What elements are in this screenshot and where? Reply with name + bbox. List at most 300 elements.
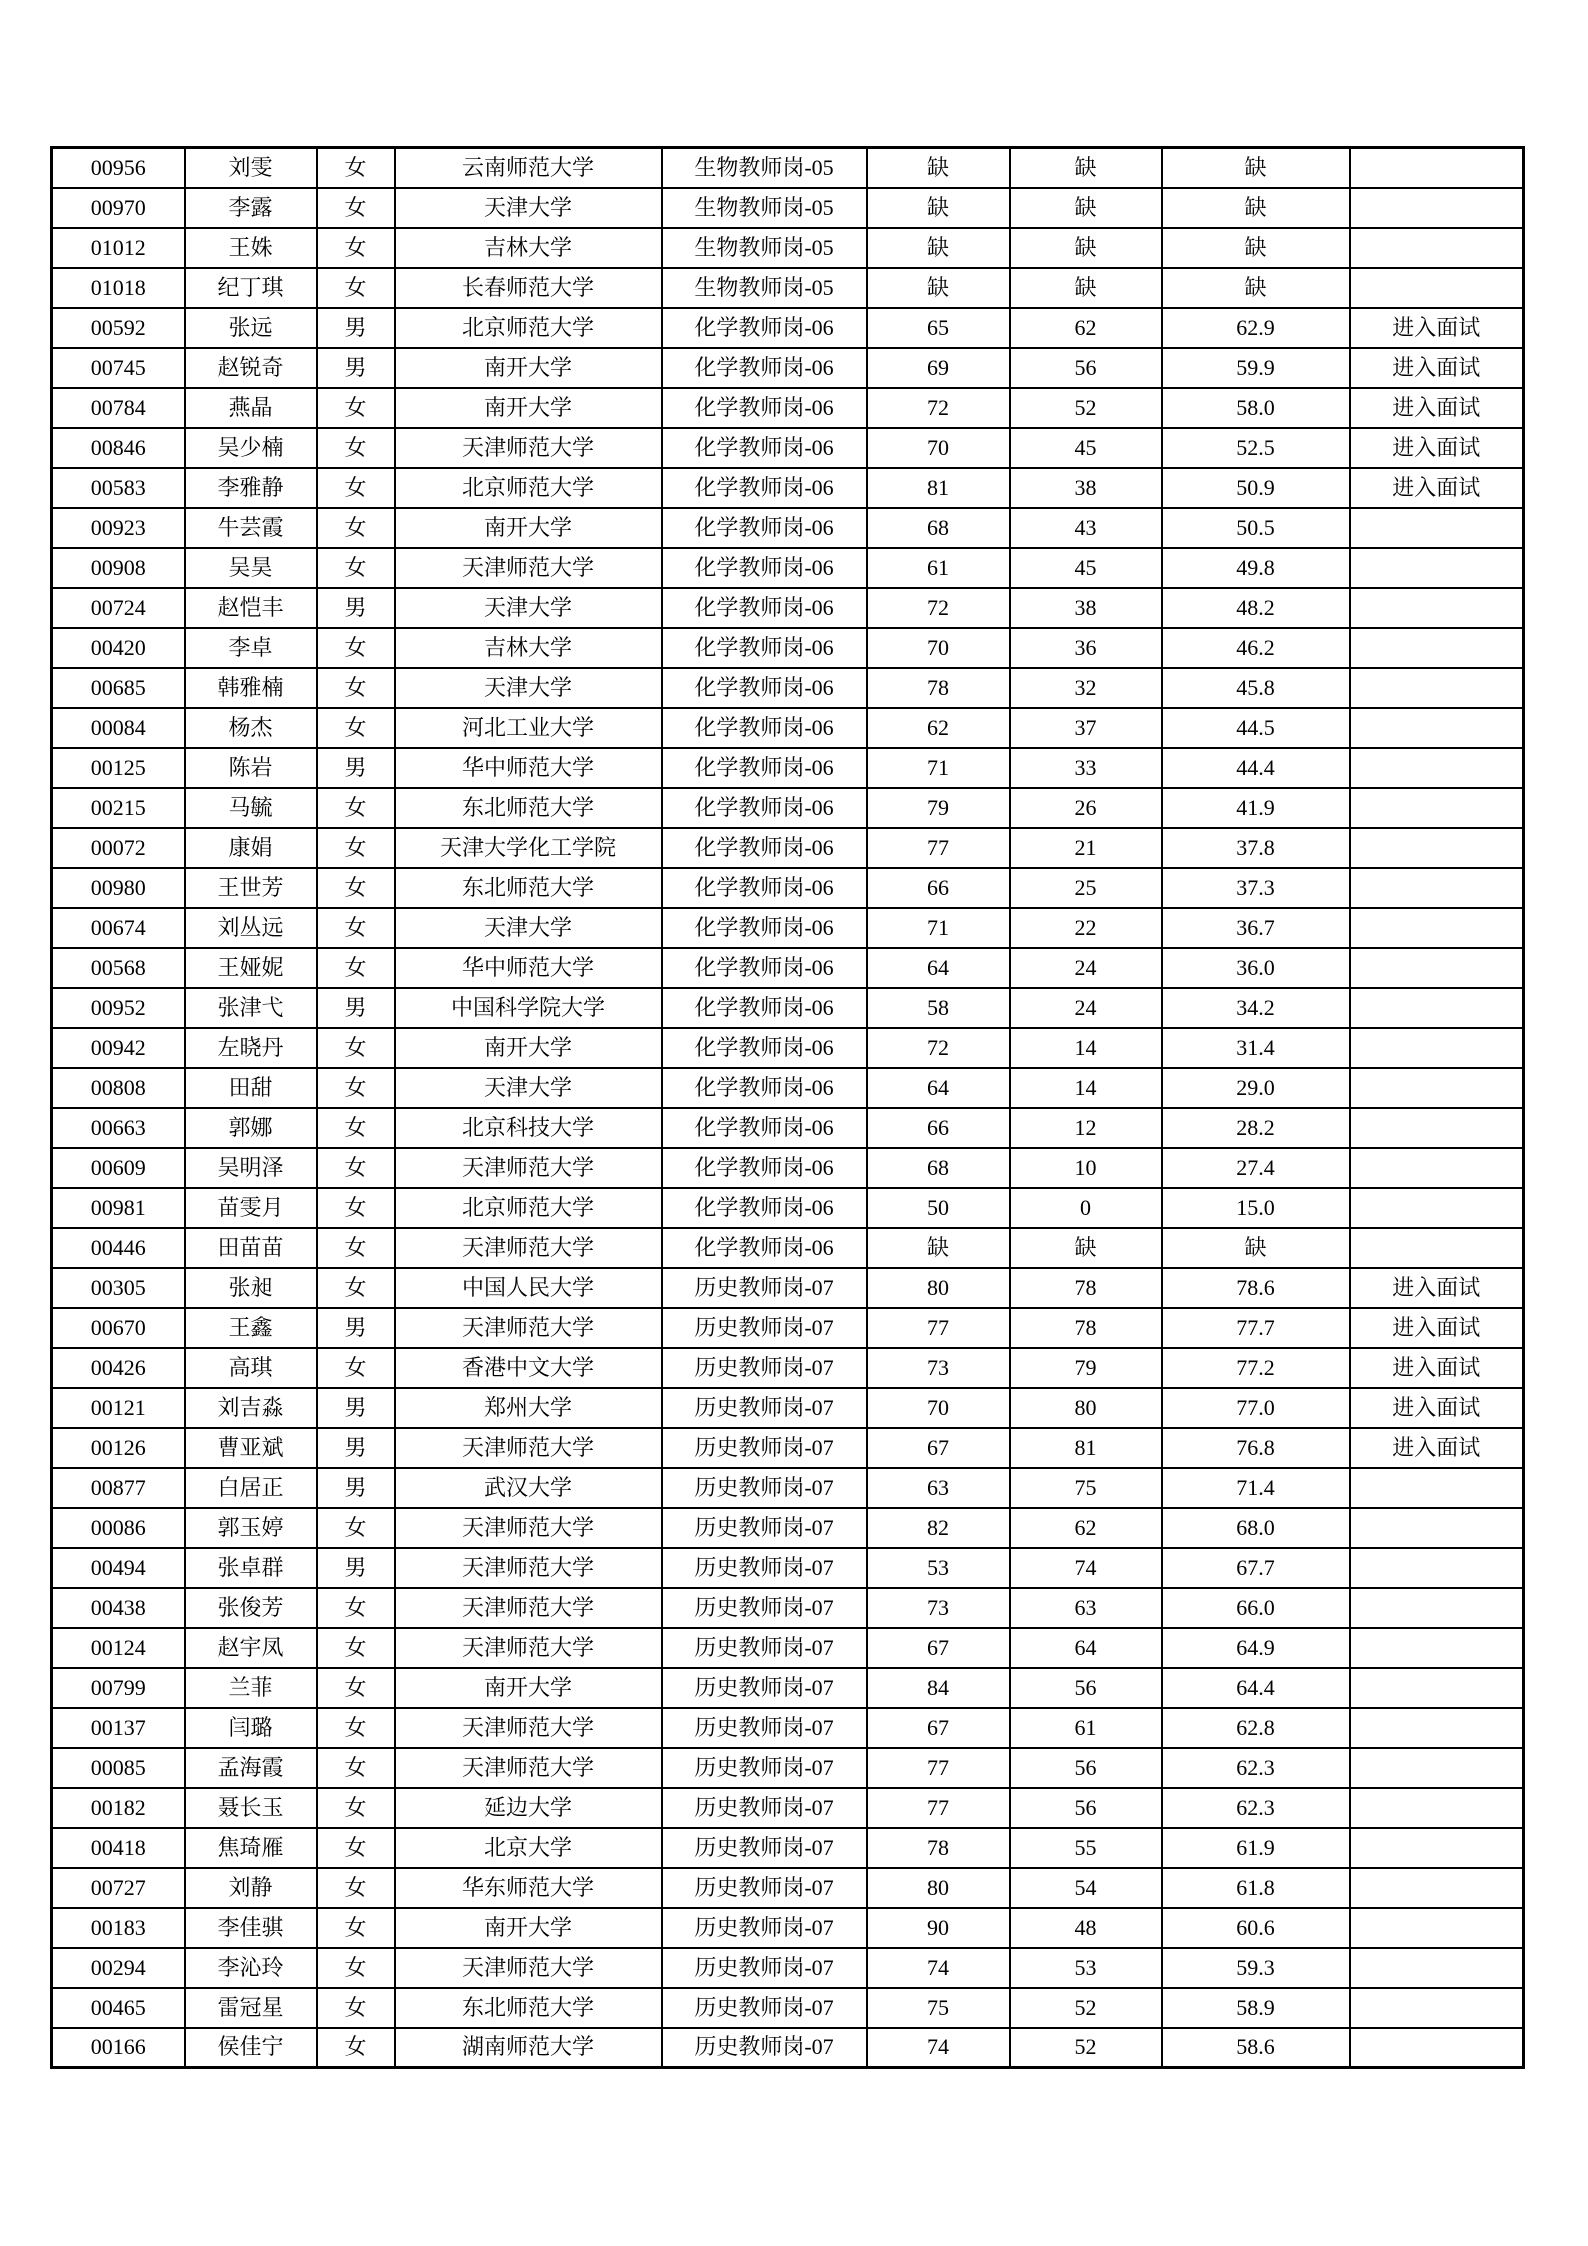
table-row xyxy=(52,1708,1524,1748)
cell-name: 赵宇凤 xyxy=(185,1628,317,1668)
cell-position: 生物教师岗-05 xyxy=(662,228,867,268)
cell-name: 李卓 xyxy=(185,628,317,668)
cell-candidate-id: 00923 xyxy=(52,508,185,548)
cell-gender: 女 xyxy=(317,1828,395,1868)
table-row xyxy=(52,1228,1524,1268)
cell-gender: 女 xyxy=(317,1708,395,1748)
cell-total-score: 78.6 xyxy=(1162,1268,1350,1308)
cell-university: 湖南师范大学 xyxy=(395,2028,662,2068)
cell-score-2: 缺 xyxy=(1010,1228,1162,1268)
cell-result xyxy=(1350,1148,1524,1188)
cell-score-1: 71 xyxy=(867,908,1010,948)
cell-name: 苗雯月 xyxy=(185,1188,317,1228)
cell-gender: 男 xyxy=(317,348,395,388)
cell-score-1: 73 xyxy=(867,1348,1010,1388)
cell-score-2: 52 xyxy=(1010,1988,1162,2028)
cell-position: 历史教师岗-07 xyxy=(662,1308,867,1348)
cell-score-2: 56 xyxy=(1010,1788,1162,1828)
cell-total-score: 61.9 xyxy=(1162,1828,1350,1868)
table-row xyxy=(52,988,1524,1028)
cell-candidate-id: 00808 xyxy=(52,1068,185,1108)
cell-total-score: 缺 xyxy=(1162,228,1350,268)
cell-university: 天津师范大学 xyxy=(395,1628,662,1668)
cell-total-score: 64.4 xyxy=(1162,1668,1350,1708)
cell-university: 天津大学化工学院 xyxy=(395,828,662,868)
cell-total-score: 58.9 xyxy=(1162,1988,1350,2028)
cell-score-1: 80 xyxy=(867,1268,1010,1308)
cell-name: 陈岩 xyxy=(185,748,317,788)
table-row xyxy=(52,668,1524,708)
cell-score-2: 63 xyxy=(1010,1588,1162,1628)
cell-score-1: 缺 xyxy=(867,148,1010,188)
cell-gender: 女 xyxy=(317,1668,395,1708)
cell-score-2: 78 xyxy=(1010,1308,1162,1348)
cell-gender: 女 xyxy=(317,1508,395,1548)
table-row xyxy=(52,508,1524,548)
cell-candidate-id: 00846 xyxy=(52,428,185,468)
cell-score-2: 53 xyxy=(1010,1948,1162,1988)
cell-total-score: 71.4 xyxy=(1162,1468,1350,1508)
cell-position: 历史教师岗-07 xyxy=(662,1548,867,1588)
cell-score-1: 67 xyxy=(867,1708,1010,1748)
cell-university: 武汉大学 xyxy=(395,1468,662,1508)
cell-total-score: 46.2 xyxy=(1162,628,1350,668)
cell-gender: 女 xyxy=(317,1188,395,1228)
cell-university: 天津师范大学 xyxy=(395,548,662,588)
cell-score-2: 80 xyxy=(1010,1388,1162,1428)
cell-score-1: 84 xyxy=(867,1668,1010,1708)
cell-name: 聂长玉 xyxy=(185,1788,317,1828)
cell-result xyxy=(1350,508,1524,548)
cell-total-score: 64.9 xyxy=(1162,1628,1350,1668)
cell-name: 李露 xyxy=(185,188,317,228)
cell-position: 化学教师岗-06 xyxy=(662,388,867,428)
cell-total-score: 45.8 xyxy=(1162,668,1350,708)
cell-result xyxy=(1350,868,1524,908)
cell-total-score: 48.2 xyxy=(1162,588,1350,628)
cell-total-score: 62.9 xyxy=(1162,308,1350,348)
cell-position: 化学教师岗-06 xyxy=(662,1108,867,1148)
cell-score-1: 82 xyxy=(867,1508,1010,1548)
cell-score-2: 缺 xyxy=(1010,188,1162,228)
cell-name: 王世芳 xyxy=(185,868,317,908)
cell-score-1: 65 xyxy=(867,308,1010,348)
cell-name: 李沁玲 xyxy=(185,1948,317,1988)
cell-gender: 女 xyxy=(317,508,395,548)
cell-university: 天津师范大学 xyxy=(395,1548,662,1588)
cell-result xyxy=(1350,988,1524,1028)
cell-name: 张远 xyxy=(185,308,317,348)
cell-university: 天津大学 xyxy=(395,668,662,708)
cell-result xyxy=(1350,1188,1524,1228)
cell-score-1: 72 xyxy=(867,1028,1010,1068)
cell-score-2: 缺 xyxy=(1010,268,1162,308)
cell-result xyxy=(1350,828,1524,868)
cell-name: 曹亚斌 xyxy=(185,1428,317,1468)
cell-result xyxy=(1350,1948,1524,1988)
cell-position: 化学教师岗-06 xyxy=(662,348,867,388)
cell-gender: 女 xyxy=(317,148,395,188)
table-row xyxy=(52,1388,1524,1428)
cell-position: 历史教师岗-07 xyxy=(662,1668,867,1708)
cell-gender: 女 xyxy=(317,548,395,588)
cell-position: 化学教师岗-06 xyxy=(662,908,867,948)
cell-position: 化学教师岗-06 xyxy=(662,1188,867,1228)
table-row xyxy=(52,828,1524,868)
table-row xyxy=(52,1428,1524,1468)
cell-score-2: 52 xyxy=(1010,2028,1162,2068)
cell-score-1: 缺 xyxy=(867,268,1010,308)
cell-result xyxy=(1350,1228,1524,1268)
cell-result xyxy=(1350,1068,1524,1108)
cell-score-1: 72 xyxy=(867,588,1010,628)
cell-university: 中国科学院大学 xyxy=(395,988,662,1028)
cell-candidate-id: 00166 xyxy=(52,2028,185,2068)
table-row xyxy=(52,1548,1524,1588)
cell-result xyxy=(1350,1868,1524,1908)
cell-university: 天津师范大学 xyxy=(395,1308,662,1348)
cell-university: 天津师范大学 xyxy=(395,1148,662,1188)
cell-total-score: 34.2 xyxy=(1162,988,1350,1028)
cell-score-2: 62 xyxy=(1010,1508,1162,1548)
table-row xyxy=(52,1148,1524,1188)
cell-university: 北京科技大学 xyxy=(395,1108,662,1148)
cell-university: 南开大学 xyxy=(395,388,662,428)
cell-university: 南开大学 xyxy=(395,348,662,388)
cell-score-2: 22 xyxy=(1010,908,1162,948)
cell-score-2: 79 xyxy=(1010,1348,1162,1388)
cell-position: 历史教师岗-07 xyxy=(662,1948,867,1988)
cell-result: 进入面试 xyxy=(1350,388,1524,428)
cell-university: 天津大学 xyxy=(395,908,662,948)
cell-total-score: 缺 xyxy=(1162,188,1350,228)
cell-gender: 女 xyxy=(317,1988,395,2028)
cell-name: 焦琦雁 xyxy=(185,1828,317,1868)
cell-score-2: 43 xyxy=(1010,508,1162,548)
cell-total-score: 59.9 xyxy=(1162,348,1350,388)
cell-total-score: 59.3 xyxy=(1162,1948,1350,1988)
cell-university: 南开大学 xyxy=(395,1908,662,1948)
cell-result: 进入面试 xyxy=(1350,1348,1524,1388)
cell-score-2: 55 xyxy=(1010,1828,1162,1868)
cell-score-2: 56 xyxy=(1010,1668,1162,1708)
cell-score-2: 62 xyxy=(1010,308,1162,348)
cell-name: 吴少楠 xyxy=(185,428,317,468)
cell-candidate-id: 00465 xyxy=(52,1988,185,2028)
cell-gender: 女 xyxy=(317,868,395,908)
cell-total-score: 61.8 xyxy=(1162,1868,1350,1908)
cell-score-1: 缺 xyxy=(867,1228,1010,1268)
cell-university: 中国人民大学 xyxy=(395,1268,662,1308)
cell-gender: 男 xyxy=(317,988,395,1028)
cell-position: 历史教师岗-07 xyxy=(662,1908,867,1948)
cell-candidate-id: 01012 xyxy=(52,228,185,268)
candidate-results-table xyxy=(50,146,1525,2069)
cell-position: 历史教师岗-07 xyxy=(662,1388,867,1428)
cell-candidate-id: 00182 xyxy=(52,1788,185,1828)
cell-position: 化学教师岗-06 xyxy=(662,1228,867,1268)
cell-university: 东北师范大学 xyxy=(395,788,662,828)
cell-candidate-id: 00784 xyxy=(52,388,185,428)
cell-university: 吉林大学 xyxy=(395,228,662,268)
cell-candidate-id: 01018 xyxy=(52,268,185,308)
cell-total-score: 49.8 xyxy=(1162,548,1350,588)
cell-candidate-id: 00418 xyxy=(52,1828,185,1868)
cell-gender: 女 xyxy=(317,1108,395,1148)
cell-result xyxy=(1350,268,1524,308)
cell-result xyxy=(1350,1668,1524,1708)
cell-total-score: 60.6 xyxy=(1162,1908,1350,1948)
table-row xyxy=(52,1788,1524,1828)
table-row xyxy=(52,148,1524,188)
cell-position: 化学教师岗-06 xyxy=(662,308,867,348)
cell-candidate-id: 00970 xyxy=(52,188,185,228)
cell-score-1: 61 xyxy=(867,548,1010,588)
cell-result: 进入面试 xyxy=(1350,1428,1524,1468)
table-row xyxy=(52,428,1524,468)
table-row xyxy=(52,1348,1524,1388)
cell-university: 天津大学 xyxy=(395,588,662,628)
cell-position: 化学教师岗-06 xyxy=(662,788,867,828)
cell-total-score: 62.8 xyxy=(1162,1708,1350,1748)
cell-name: 张卓群 xyxy=(185,1548,317,1588)
cell-gender: 男 xyxy=(317,1388,395,1428)
cell-name: 纪丁琪 xyxy=(185,268,317,308)
cell-result xyxy=(1350,1588,1524,1628)
cell-gender: 女 xyxy=(317,1148,395,1188)
cell-result xyxy=(1350,1708,1524,1748)
cell-candidate-id: 00956 xyxy=(52,148,185,188)
cell-score-2: 74 xyxy=(1010,1548,1162,1588)
table-row xyxy=(52,628,1524,668)
table-row xyxy=(52,708,1524,748)
cell-gender: 女 xyxy=(317,1348,395,1388)
cell-candidate-id: 00674 xyxy=(52,908,185,948)
cell-candidate-id: 00685 xyxy=(52,668,185,708)
cell-score-2: 37 xyxy=(1010,708,1162,748)
cell-score-1: 74 xyxy=(867,2028,1010,2068)
cell-candidate-id: 00494 xyxy=(52,1548,185,1588)
cell-score-1: 75 xyxy=(867,1988,1010,2028)
cell-result xyxy=(1350,1828,1524,1868)
results-table-body xyxy=(52,148,1524,2068)
cell-gender: 女 xyxy=(317,228,395,268)
cell-university: 天津师范大学 xyxy=(395,1588,662,1628)
cell-candidate-id: 00663 xyxy=(52,1108,185,1148)
cell-total-score: 58.6 xyxy=(1162,2028,1350,2068)
cell-score-2: 10 xyxy=(1010,1148,1162,1188)
cell-total-score: 37.3 xyxy=(1162,868,1350,908)
cell-candidate-id: 00125 xyxy=(52,748,185,788)
cell-candidate-id: 00086 xyxy=(52,1508,185,1548)
cell-university: 天津大学 xyxy=(395,188,662,228)
cell-total-score: 31.4 xyxy=(1162,1028,1350,1068)
cell-gender: 女 xyxy=(317,628,395,668)
cell-score-1: 70 xyxy=(867,428,1010,468)
cell-total-score: 66.0 xyxy=(1162,1588,1350,1628)
cell-score-2: 36 xyxy=(1010,628,1162,668)
cell-position: 历史教师岗-07 xyxy=(662,1268,867,1308)
cell-score-1: 68 xyxy=(867,508,1010,548)
cell-total-score: 缺 xyxy=(1162,1228,1350,1268)
cell-score-1: 74 xyxy=(867,1948,1010,1988)
cell-position: 生物教师岗-05 xyxy=(662,268,867,308)
cell-position: 化学教师岗-06 xyxy=(662,948,867,988)
table-row xyxy=(52,1108,1524,1148)
cell-gender: 男 xyxy=(317,1428,395,1468)
cell-score-2: 32 xyxy=(1010,668,1162,708)
cell-total-score: 77.7 xyxy=(1162,1308,1350,1348)
cell-university: 天津师范大学 xyxy=(395,1228,662,1268)
cell-gender: 女 xyxy=(317,828,395,868)
cell-score-1: 78 xyxy=(867,1828,1010,1868)
cell-gender: 女 xyxy=(317,1628,395,1668)
cell-score-1: 66 xyxy=(867,868,1010,908)
cell-score-1: 78 xyxy=(867,668,1010,708)
cell-candidate-id: 00908 xyxy=(52,548,185,588)
cell-score-1: 70 xyxy=(867,1388,1010,1428)
cell-gender: 女 xyxy=(317,708,395,748)
cell-gender: 男 xyxy=(317,748,395,788)
cell-candidate-id: 00592 xyxy=(52,308,185,348)
cell-name: 左晓丹 xyxy=(185,1028,317,1068)
cell-score-2: 14 xyxy=(1010,1028,1162,1068)
cell-name: 马毓 xyxy=(185,788,317,828)
cell-university: 华东师范大学 xyxy=(395,1868,662,1908)
cell-university: 北京大学 xyxy=(395,1828,662,1868)
cell-score-1: 73 xyxy=(867,1588,1010,1628)
cell-university: 天津师范大学 xyxy=(395,1748,662,1788)
cell-position: 化学教师岗-06 xyxy=(662,548,867,588)
cell-total-score: 44.5 xyxy=(1162,708,1350,748)
cell-gender: 女 xyxy=(317,428,395,468)
cell-candidate-id: 00670 xyxy=(52,1308,185,1348)
cell-position: 历史教师岗-07 xyxy=(662,1508,867,1548)
cell-candidate-id: 00072 xyxy=(52,828,185,868)
table-row xyxy=(52,1948,1524,1988)
cell-result xyxy=(1350,668,1524,708)
cell-university: 北京师范大学 xyxy=(395,468,662,508)
cell-university: 北京师范大学 xyxy=(395,1188,662,1228)
cell-position: 化学教师岗-06 xyxy=(662,468,867,508)
cell-position: 化学教师岗-06 xyxy=(662,668,867,708)
table-row xyxy=(52,1828,1524,1868)
cell-name: 闫璐 xyxy=(185,1708,317,1748)
cell-score-1: 72 xyxy=(867,388,1010,428)
cell-candidate-id: 00583 xyxy=(52,468,185,508)
cell-name: 兰菲 xyxy=(185,1668,317,1708)
cell-position: 化学教师岗-06 xyxy=(662,748,867,788)
cell-university: 东北师范大学 xyxy=(395,868,662,908)
cell-candidate-id: 00084 xyxy=(52,708,185,748)
table-row xyxy=(52,1188,1524,1228)
cell-name: 刘雯 xyxy=(185,148,317,188)
cell-position: 化学教师岗-06 xyxy=(662,588,867,628)
cell-position: 化学教师岗-06 xyxy=(662,1068,867,1108)
cell-total-score: 36.0 xyxy=(1162,948,1350,988)
cell-name: 吴昊 xyxy=(185,548,317,588)
cell-position: 历史教师岗-07 xyxy=(662,2028,867,2068)
cell-gender: 女 xyxy=(317,1948,395,1988)
cell-gender: 男 xyxy=(317,1548,395,1588)
cell-score-2: 78 xyxy=(1010,1268,1162,1308)
cell-candidate-id: 00215 xyxy=(52,788,185,828)
cell-university: 天津师范大学 xyxy=(395,1428,662,1468)
cell-gender: 女 xyxy=(317,1068,395,1108)
cell-position: 历史教师岗-07 xyxy=(662,1588,867,1628)
cell-score-2: 54 xyxy=(1010,1868,1162,1908)
cell-candidate-id: 00124 xyxy=(52,1628,185,1668)
cell-score-2: 52 xyxy=(1010,388,1162,428)
cell-total-score: 58.0 xyxy=(1162,388,1350,428)
cell-score-1: 77 xyxy=(867,1748,1010,1788)
cell-university: 天津大学 xyxy=(395,1068,662,1108)
cell-name: 王姝 xyxy=(185,228,317,268)
table-row xyxy=(52,1068,1524,1108)
cell-gender: 女 xyxy=(317,188,395,228)
cell-result xyxy=(1350,908,1524,948)
cell-candidate-id: 00877 xyxy=(52,1468,185,1508)
cell-result xyxy=(1350,1468,1524,1508)
cell-university: 华中师范大学 xyxy=(395,748,662,788)
cell-total-score: 27.4 xyxy=(1162,1148,1350,1188)
cell-score-2: 48 xyxy=(1010,1908,1162,1948)
cell-candidate-id: 00942 xyxy=(52,1028,185,1068)
table-row xyxy=(52,268,1524,308)
cell-position: 历史教师岗-07 xyxy=(662,1468,867,1508)
table-row xyxy=(52,788,1524,828)
table-row xyxy=(52,188,1524,228)
table-row xyxy=(52,948,1524,988)
cell-name: 孟海霞 xyxy=(185,1748,317,1788)
cell-name: 赵锐奇 xyxy=(185,348,317,388)
cell-candidate-id: 00745 xyxy=(52,348,185,388)
cell-university: 北京师范大学 xyxy=(395,308,662,348)
cell-gender: 女 xyxy=(317,948,395,988)
table-row xyxy=(52,348,1524,388)
cell-score-2: 14 xyxy=(1010,1068,1162,1108)
cell-score-2: 64 xyxy=(1010,1628,1162,1668)
cell-gender: 女 xyxy=(317,1028,395,1068)
cell-name: 雷冠星 xyxy=(185,1988,317,2028)
cell-gender: 女 xyxy=(317,388,395,428)
cell-gender: 男 xyxy=(317,308,395,348)
cell-name: 侯佳宁 xyxy=(185,2028,317,2068)
cell-candidate-id: 00727 xyxy=(52,1868,185,1908)
table-row xyxy=(52,868,1524,908)
cell-total-score: 15.0 xyxy=(1162,1188,1350,1228)
table-row xyxy=(52,2028,1524,2068)
cell-score-2: 33 xyxy=(1010,748,1162,788)
cell-score-2: 24 xyxy=(1010,948,1162,988)
cell-university: 郑州大学 xyxy=(395,1388,662,1428)
cell-name: 张昶 xyxy=(185,1268,317,1308)
cell-score-1: 63 xyxy=(867,1468,1010,1508)
table-row xyxy=(52,548,1524,588)
cell-position: 生物教师岗-05 xyxy=(662,148,867,188)
cell-score-1: 79 xyxy=(867,788,1010,828)
cell-total-score: 62.3 xyxy=(1162,1788,1350,1828)
cell-name: 田苗苗 xyxy=(185,1228,317,1268)
cell-name: 李佳骐 xyxy=(185,1908,317,1948)
cell-candidate-id: 00568 xyxy=(52,948,185,988)
cell-result xyxy=(1350,708,1524,748)
cell-score-1: 62 xyxy=(867,708,1010,748)
cell-gender: 女 xyxy=(317,2028,395,2068)
cell-result xyxy=(1350,1788,1524,1828)
cell-score-1: 50 xyxy=(867,1188,1010,1228)
cell-candidate-id: 00121 xyxy=(52,1388,185,1428)
